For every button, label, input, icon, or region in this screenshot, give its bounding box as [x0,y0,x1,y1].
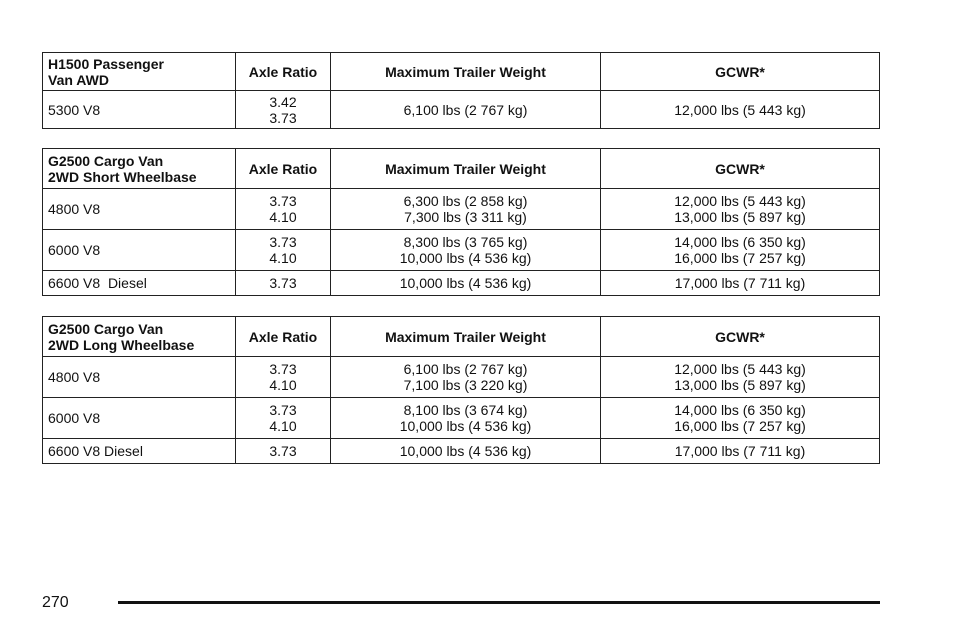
trailer-table-h1500 [42,52,880,129]
max-trailer-weight-header: Maximum Trailer Weight [331,149,601,189]
axle-ratio-cell: 3.73 [236,271,331,296]
model-header: H1500 Passenger Van AWD [43,53,236,91]
gcwr-header: GCWR* [601,317,880,357]
trailer-weight-cell: 10,000 lbs (4 536 kg) [331,439,601,464]
trailer-weight-cell: 8,300 lbs (3 765 kg) 10,000 lbs (4 536 kg) [331,230,601,271]
gcwr-header: GCWR* [601,53,880,91]
axle-ratio-cell: 3.42 3.73 [236,91,331,129]
table-row [43,189,880,230]
axle-ratio-cell: 3.73 4.10 [236,189,331,230]
axle-ratio-header: Axle Ratio [236,149,331,189]
engine-cell: 6000 V8 [43,398,236,439]
axle-ratio-header: Axle Ratio [236,53,331,91]
model-header: G2500 Cargo Van 2WD Short Wheelbase [43,149,236,189]
footer-rule [118,601,880,604]
axle-ratio-cell: 3.73 [236,439,331,464]
engine-cell: 4800 V8 [43,357,236,398]
engine-cell: 4800 V8 [43,189,236,230]
table-row [43,230,880,271]
trailer-weight-cell: 6,300 lbs (2 858 kg) 7,300 lbs (3 311 kg) [331,189,601,230]
engine-cell: 5300 V8 [43,91,236,129]
gcwr-cell: 12,000 lbs (5 443 kg) [601,91,880,129]
table-row [43,271,880,296]
page-number: 270 [42,594,69,611]
axle-ratio-cell: 3.73 4.10 [236,230,331,271]
trailer-table-g2500-long [42,316,880,464]
engine-cell: 6600 V8 Diesel [43,439,236,464]
table-row [43,91,880,129]
table-row [43,398,880,439]
axle-ratio-cell: 3.73 4.10 [236,398,331,439]
trailer-weight-cell: 6,100 lbs (2 767 kg) [331,91,601,129]
trailer-weight-cell: 6,100 lbs (2 767 kg) 7,100 lbs (3 220 kg) [331,357,601,398]
trailer-weight-cell: 10,000 lbs (4 536 kg) [331,271,601,296]
gcwr-cell: 12,000 lbs (5 443 kg) 13,000 lbs (5 897 kg) [601,189,880,230]
max-trailer-weight-header: Maximum Trailer Weight [331,317,601,357]
trailer-table-g2500-short [42,148,880,296]
gcwr-cell: 12,000 lbs (5 443 kg) 13,000 lbs (5 897 kg) [601,357,880,398]
max-trailer-weight-header: Maximum Trailer Weight [331,53,601,91]
engine-cell: 6000 V8 [43,230,236,271]
table-row [43,357,880,398]
axle-ratio-header: Axle Ratio [236,317,331,357]
table-row [43,439,880,464]
gcwr-cell: 14,000 lbs (6 350 kg) 16,000 lbs (7 257 kg) [601,230,880,271]
trailer-weight-cell: 8,100 lbs (3 674 kg) 10,000 lbs (4 536 kg) [331,398,601,439]
table-header-row [43,53,880,91]
gcwr-cell: 14,000 lbs (6 350 kg) 16,000 lbs (7 257 kg) [601,398,880,439]
table-header-row [43,317,880,357]
gcwr-cell: 17,000 lbs (7 711 kg) [601,271,880,296]
table-header-row [43,149,880,189]
axle-ratio-cell: 3.73 4.10 [236,357,331,398]
model-header: G2500 Cargo Van 2WD Long Wheelbase [43,317,236,357]
gcwr-header: GCWR* [601,149,880,189]
gcwr-cell: 17,000 lbs (7 711 kg) [601,439,880,464]
engine-cell: 6600 V8 Diesel [43,271,236,296]
